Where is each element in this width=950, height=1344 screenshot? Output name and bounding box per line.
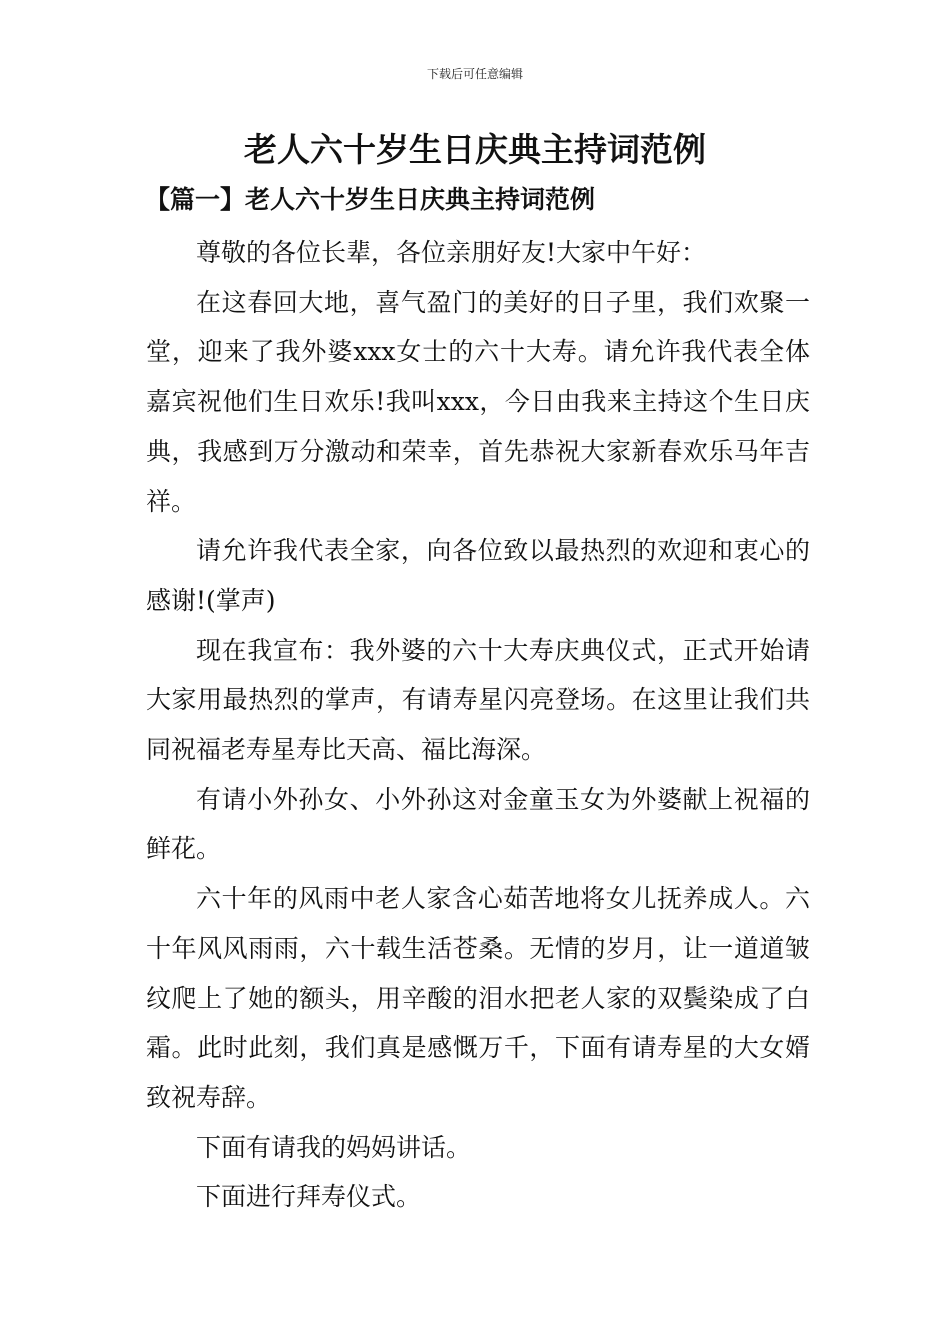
paragraph-mother-speech: 下面有请我的妈妈讲话。 — [196, 1132, 472, 1162]
paragraph-tribute: 六十年的风雨中老人家含心茹苦地将女儿抚养成人。六十年风风雨雨，六十载生活苍桑。无情的岁月，让一道道皱纹爬上了她的额头，用辛酸的泪水把老人家的双鬓染成了白霜。此时此刻，我们真是感慨万千，下面有请寿星的大女婿致祝寿辞。 — [146, 884, 810, 1112]
paragraph-thanks: 请允许我代表全家，向各位致以最热烈的欢迎和衷心的感谢!(掌声) — [146, 536, 810, 615]
paragraph-greeting: 尊敬的各位长辈，各位亲朋好友!大家中午好： — [196, 238, 707, 267]
document-body — [146, 228, 810, 1222]
header-note: 下载后可任意编辑 — [426, 67, 523, 81]
paragraph-flowers: 有请小外孙女、小外孙这对金童玉女为外婆献上祝福的鲜花。 — [146, 784, 810, 864]
section-heading: 【篇一】老人六十岁生日庆典主持词范例 — [145, 185, 596, 214]
paragraph-opening: 在这春回大地，喜气盈门的美好的日子里，我们欢聚一堂，迎来了我外婆xxx女士的六十大寿。请允许我代表全体嘉宾祝他们生日欢乐!我叫xxx，今日由我来主持这个生日庆典，我感到万分激动和荣幸，首先恭祝大家新春欢乐马年吉祥。 — [146, 287, 810, 516]
paragraph-ceremony: 下面进行拜寿仪式。 — [196, 1182, 422, 1212]
paragraph-announcement: 现在我宣布：我外婆的六十大寿庆典仪式，正式开始请大家用最热烈的掌声，有请寿星闪亮登场。在这里让我们共同祝福老寿星寿比天高、福比海深。 — [146, 635, 810, 765]
document-title: 老人六十岁生日庆典主持词范例 — [244, 130, 706, 169]
